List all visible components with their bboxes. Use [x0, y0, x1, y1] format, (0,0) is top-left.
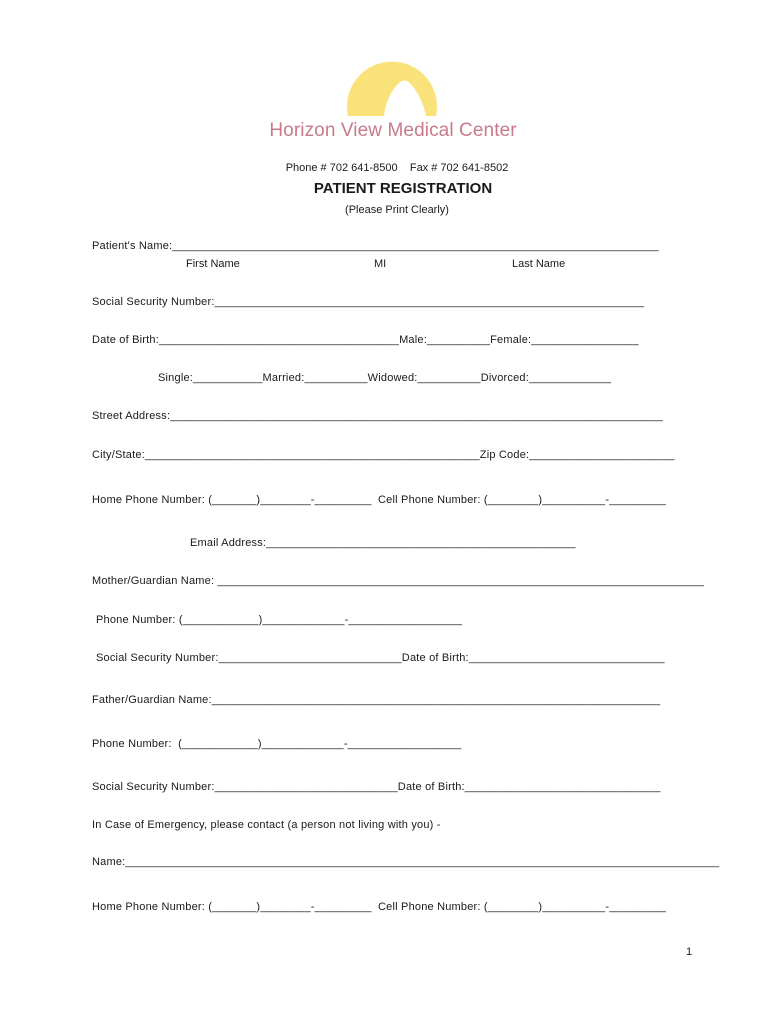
org-name: Horizon View Medical Center: [269, 120, 517, 141]
street-address-field[interactable]: Street Address:______________________________________________________________________________: [92, 410, 663, 422]
page-title: PATIENT REGISTRATION: [313, 180, 493, 197]
mother-guardian-name-field[interactable]: Mother/Guardian Name: _____________________________________________________________________________: [92, 575, 704, 587]
mother-ssn-dob-field[interactable]: Social Security Number:_____________________________Date of Birth:_______________________________: [96, 652, 665, 664]
ssn-field[interactable]: Social Security Number:____________________________________________________________________: [92, 296, 645, 308]
father-phone-field[interactable]: Phone Number: (____________)_____________-__________________: [92, 738, 462, 750]
emergency-contact-intro: In Case of Emergency, please contact (a person not living with you) -: [92, 819, 441, 831]
phone-numbers-field[interactable]: Home Phone Number: (_______)________-_________ Cell Phone Number: (________)__________-_________: [92, 494, 667, 506]
page-number: 1: [686, 946, 693, 958]
emergency-name-field[interactable]: Name:______________________________________________________________________________________________: [92, 856, 720, 868]
mother-phone-field[interactable]: Phone Number: (____________)_____________-__________________: [96, 614, 463, 626]
last-name-caption: Last Name: [512, 258, 566, 270]
city-zip-field[interactable]: City/State:_____________________________________________________Zip Code:_______________________: [92, 449, 675, 461]
first-name-caption: First Name: [186, 258, 240, 270]
marital-status-field[interactable]: Single:___________Married:__________Widowed:__________Divorced:_____________: [158, 372, 612, 384]
dob-sex-field[interactable]: Date of Birth:______________________________________Male:__________Female:_________________: [92, 334, 639, 346]
contact-numbers: Phone # 702 641-8500 Fax # 702 641-8502: [285, 162, 509, 174]
middle-initial-caption: MI: [374, 258, 387, 270]
father-ssn-dob-field[interactable]: Social Security Number:_____________________________Date of Birth:_______________________________: [92, 781, 661, 793]
page-subtitle: (Please Print Clearly): [345, 204, 449, 216]
father-guardian-name-field[interactable]: Father/Guardian Name:_______________________________________________________________________: [92, 694, 661, 706]
patient-name-field[interactable]: Patient's Name:_____________________________________________________________________________: [92, 240, 659, 252]
sun-logo: [340, 36, 444, 122]
email-field[interactable]: Email Address:_________________________________________________: [190, 537, 576, 549]
emergency-phones-field[interactable]: Home Phone Number: (_______)________-_________ Cell Phone Number: (________)__________-_________: [92, 901, 667, 913]
